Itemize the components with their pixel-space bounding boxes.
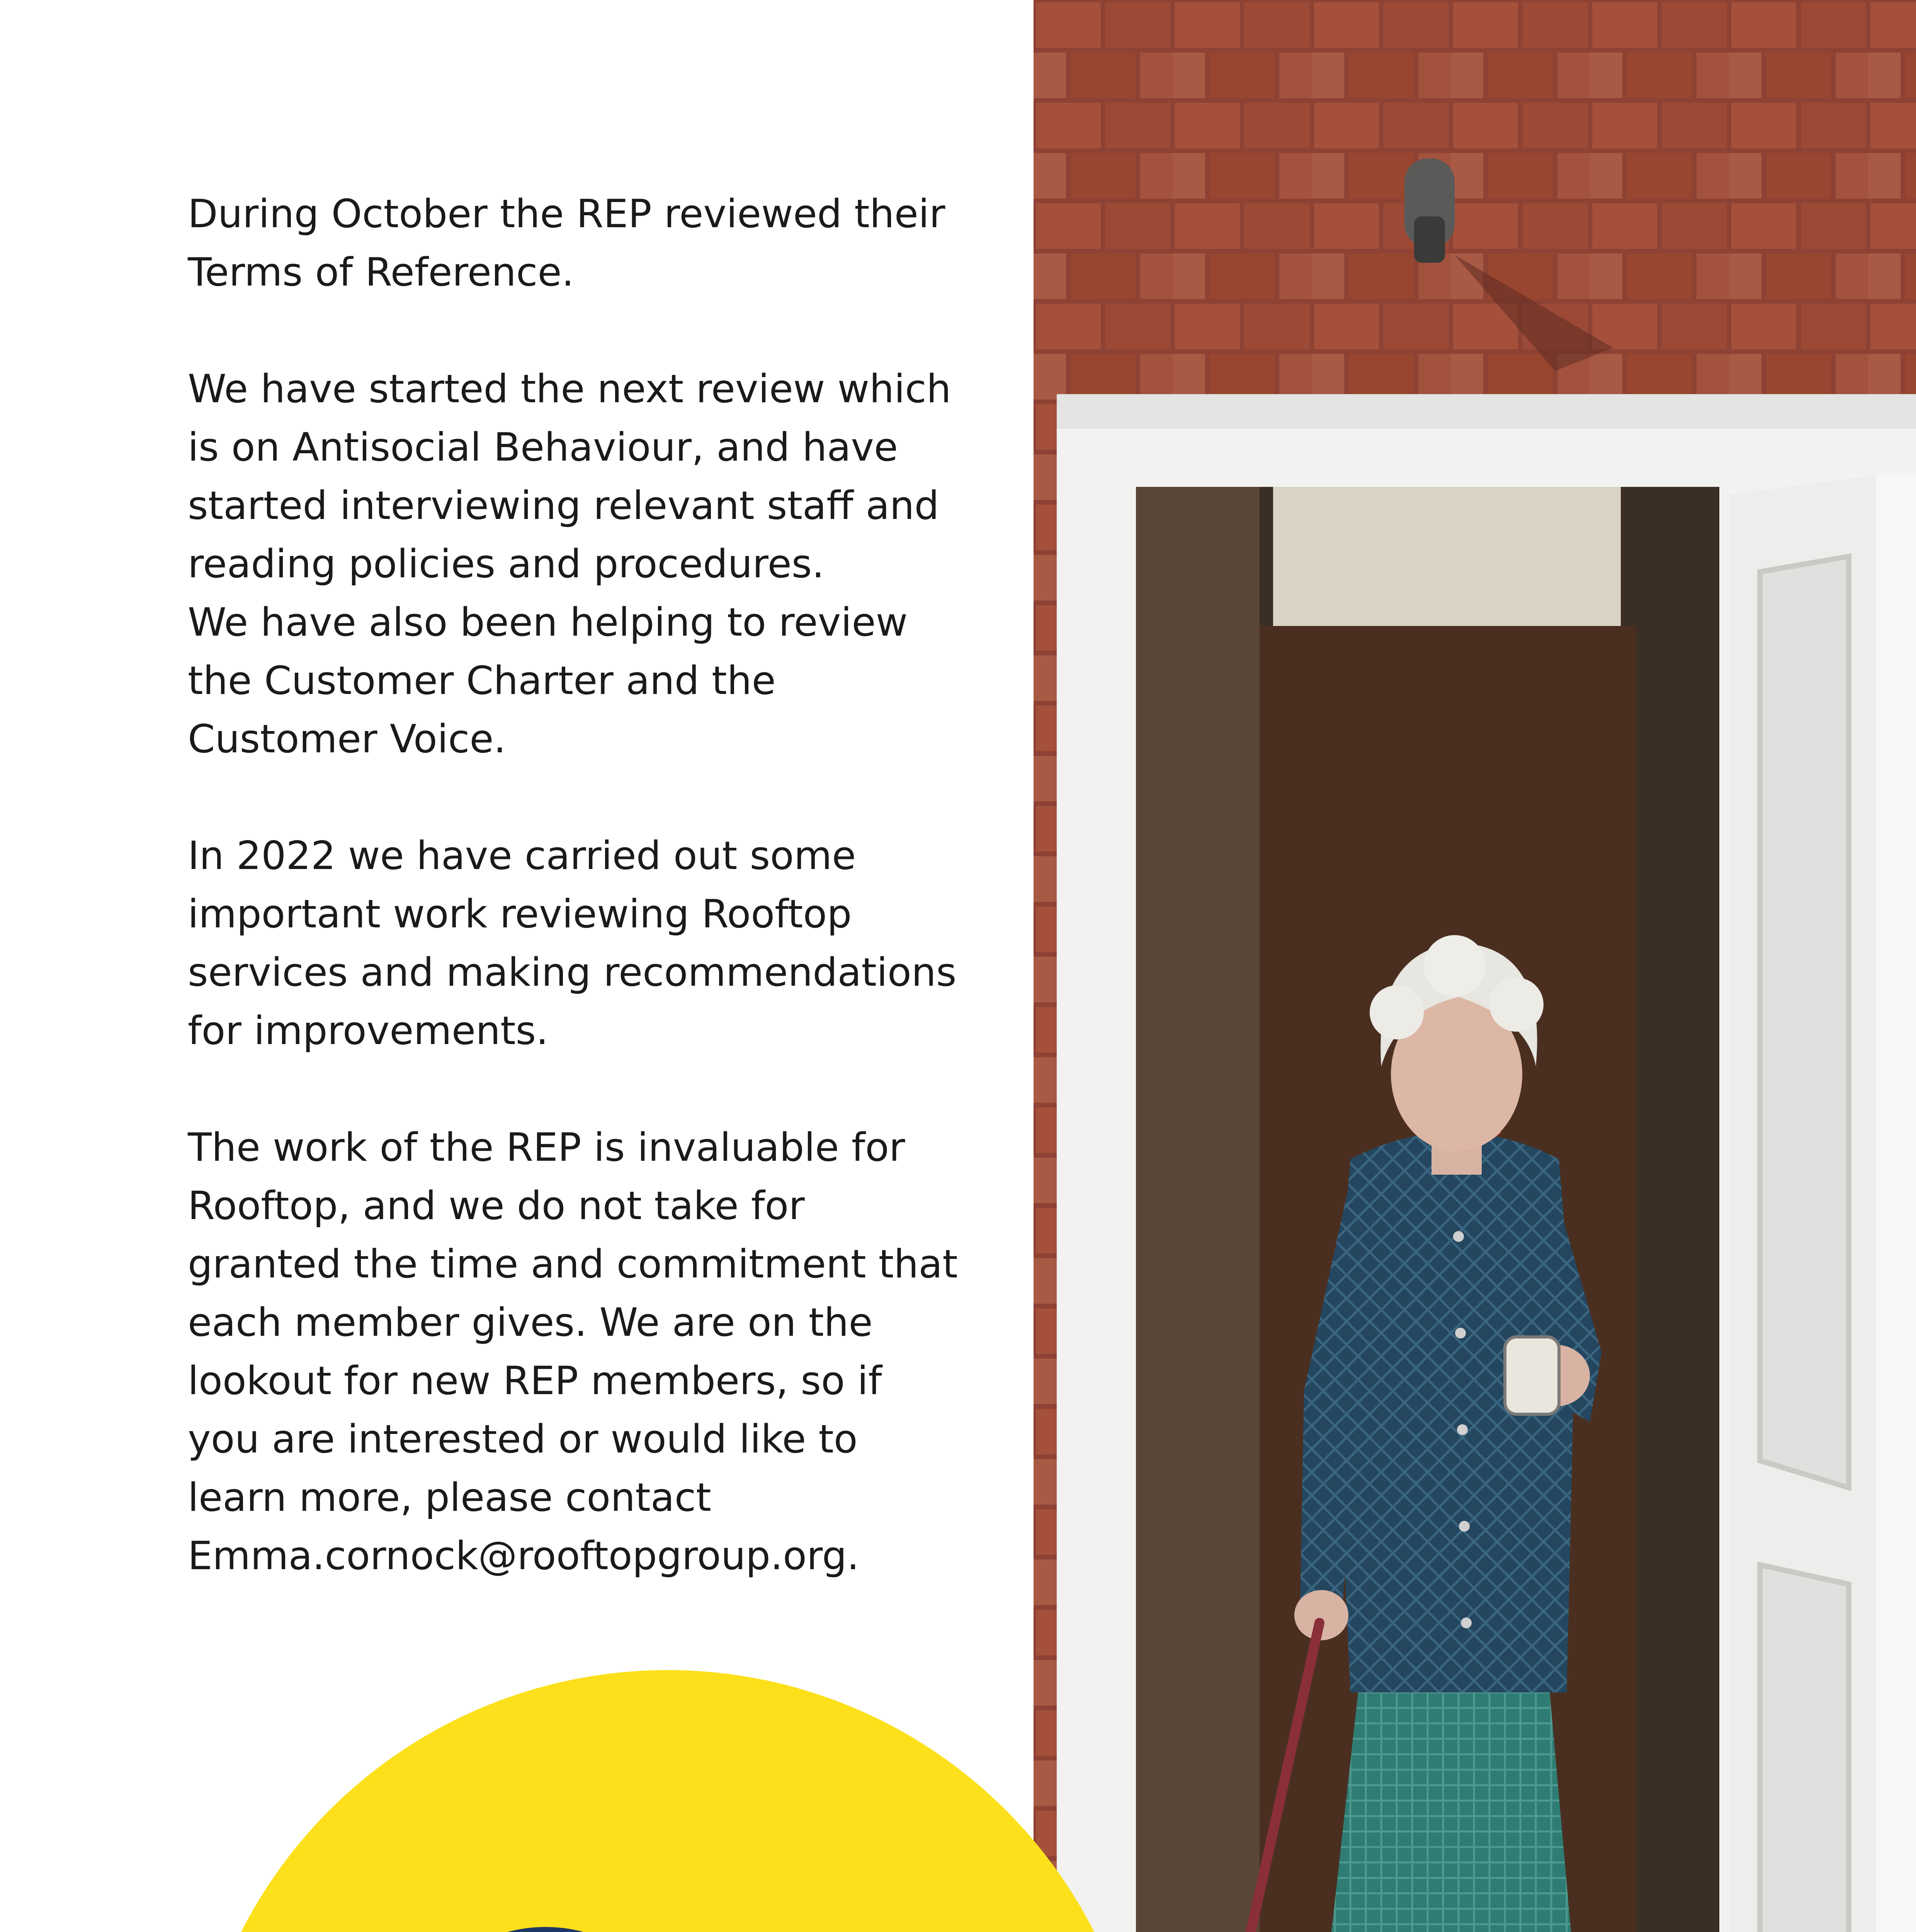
body-text [188,185,984,1585]
doorway-photo [1034,0,1916,1932]
paragraph-rep-members: The work of the REP is invaluable for Rooftop, and we do not take for granted the time and commitment that each member gives. We are on the lookout for new REP members, so if you are interested or would like to learn more, please contact Emma.cornock@rooftopgroup.org. [188,1124,958,1578]
paragraph-terms-of-reference: During October the REP reviewed their Terms of Reference. [188,191,945,295]
paragraph-2022-work: In 2022 we have carried out some important work reviewing Rooftop services and making recommendations for improvements. [188,833,957,1053]
yellow-pin-shape [189,1670,1146,1932]
paragraph-current-review: We have started the next review which is on Antisocial Behaviour, and have started interviewing relevant staff and reading policies and procedures. We have also been helping to review the Customer Charter and the Customer Voice. [188,366,951,762]
